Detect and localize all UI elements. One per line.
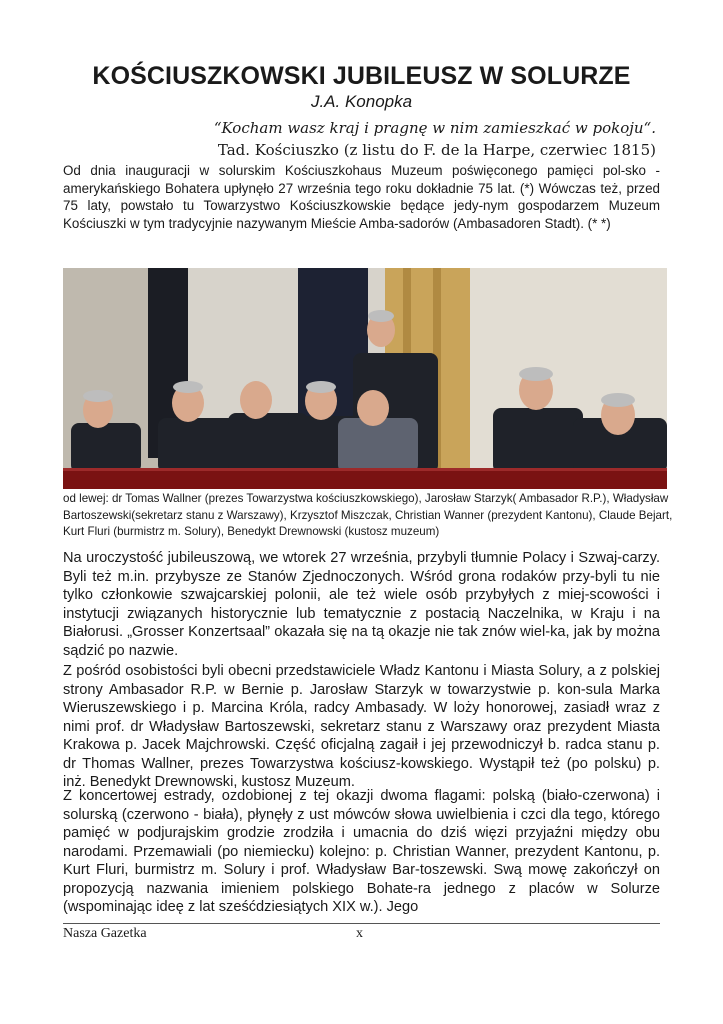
event-photo: [63, 268, 667, 489]
article-paragraph: Na uroczystość jubileuszową, we wtorek 27 września, przybyli tłumnie Polacy i Szwaj-carzy. Byli też m.in. przybysze ze Stanów Zjednoczonych. Wśród grona rodaków przy-byli tu nie tylko członkowie szwajcarskiej polonii, ale też wiele osób przybyłych z miej-scowości i instytucji związanych historycznie lub tematycznie z postacią Naczelnika, w Kraju i na Białorusi. „Grosser Konzertsaal” okazała się na tą okazje nie tak znów wiel-ka, jak by można sądzić po nazwie.: [63, 550, 660, 659]
article-author: J.A. Konopka: [310, 92, 413, 111]
epigraph-quote: “Kocham wasz kraj i pragnę w nim zamieszkać w pokoju“.: [213, 119, 656, 137]
article-paragraph: Z koncertowej estrady, ozdobionej z tej okazji dwoma flagami: polską (biało-czerwona) i solurską (czerwono - biała), płynęły z ust mówców słowa uwielbienia i czci dla tego, którego pamięć w podjurajskim grodzie zrodziła i umacnia do dziś więzi przyjaźni między obu narodami. Przemawiali (po niemiecku) kolejno: p. Christian Wanner, prezydent Kantonu, p. Kurt Fluri, burmistrz m. Solury i prof. Władysław Bar-toszewski. Swą mowę zakończył on propozycją nazwania imieniem polskiego Bohate-ra jednego z placów w Solurze (wspominając ideę z lat sześćdziesiątych XIX w.). Jego: [63, 788, 660, 915]
article-title: KOŚCIUSZKOWSKI JUBILEUSZ W SOLURZE: [92, 62, 631, 90]
footer-publication: Nasza Gazetka: [63, 926, 147, 941]
article-paragraph: Z pośród osobistości byli obecni przedstawiciele Władz Kantonu i Miasta Solury, a z polskiej strony Ambasador R.P. w Bernie p. Jarosław Starzyk w towarzystwie p. kon-sula Marka Wieruszewskiego i p. Marcina Króla, radcy Ambasady. W loży honorowej, zasiadł wraz z nimi prof. dr Władysław Bartoszewski, sekretarz stanu z Warszawy oraz prezydent Miasta Krakowa p. Jacek Majchrowski. Część oficjalną zagaił i jej przewodniczył b. radca stanu p. dr Thomas Wallner, prezes Towarzystwa kościusz-kowskiego. Wystąpił też (po polsku) p. inż. Benedykt Drewnowski, kustosz Muzeum.: [63, 663, 660, 790]
photo-caption: od lewej: dr Tomas Wallner (prezes Towarzystwa kościuszkowskiego), Jarosław Starzyk( Ambasador R.P.), Władysław Bartoszewski(sekretarz stanu z Warszawy), Krzysztof Miszczak, Christian Wanner (prezydent Kantonu), Claude Bejart, Kurt Fluri (burmistrz m. Solury), Benedykt Drewnowski (kustosz muzeum): [63, 492, 673, 538]
epigraph-source: Tad. Kościuszko (z listu do F. de la Harpe, czerwiec 1815): [217, 141, 656, 159]
article-paragraph: Od dnia inauguracji w solurskim Kościuszkohaus Muzeum poświęconego pamięci pol-sko - amerykańskiego Bohatera upłynęło 27 września tego roku dokładnie 75 lat. (*) Wówczas też, przed 75 laty, powstało tu Towarzystwo Kościuszkowskie będące jedy-nym gospodarzem Muzeum Kościuszki w tym tradycyjnie nazywanym Mieście Amba-sadorów (Ambasadoren Stadt). (* *): [63, 163, 660, 231]
footer-page-number: x: [356, 926, 363, 941]
footer-divider: [63, 923, 660, 924]
